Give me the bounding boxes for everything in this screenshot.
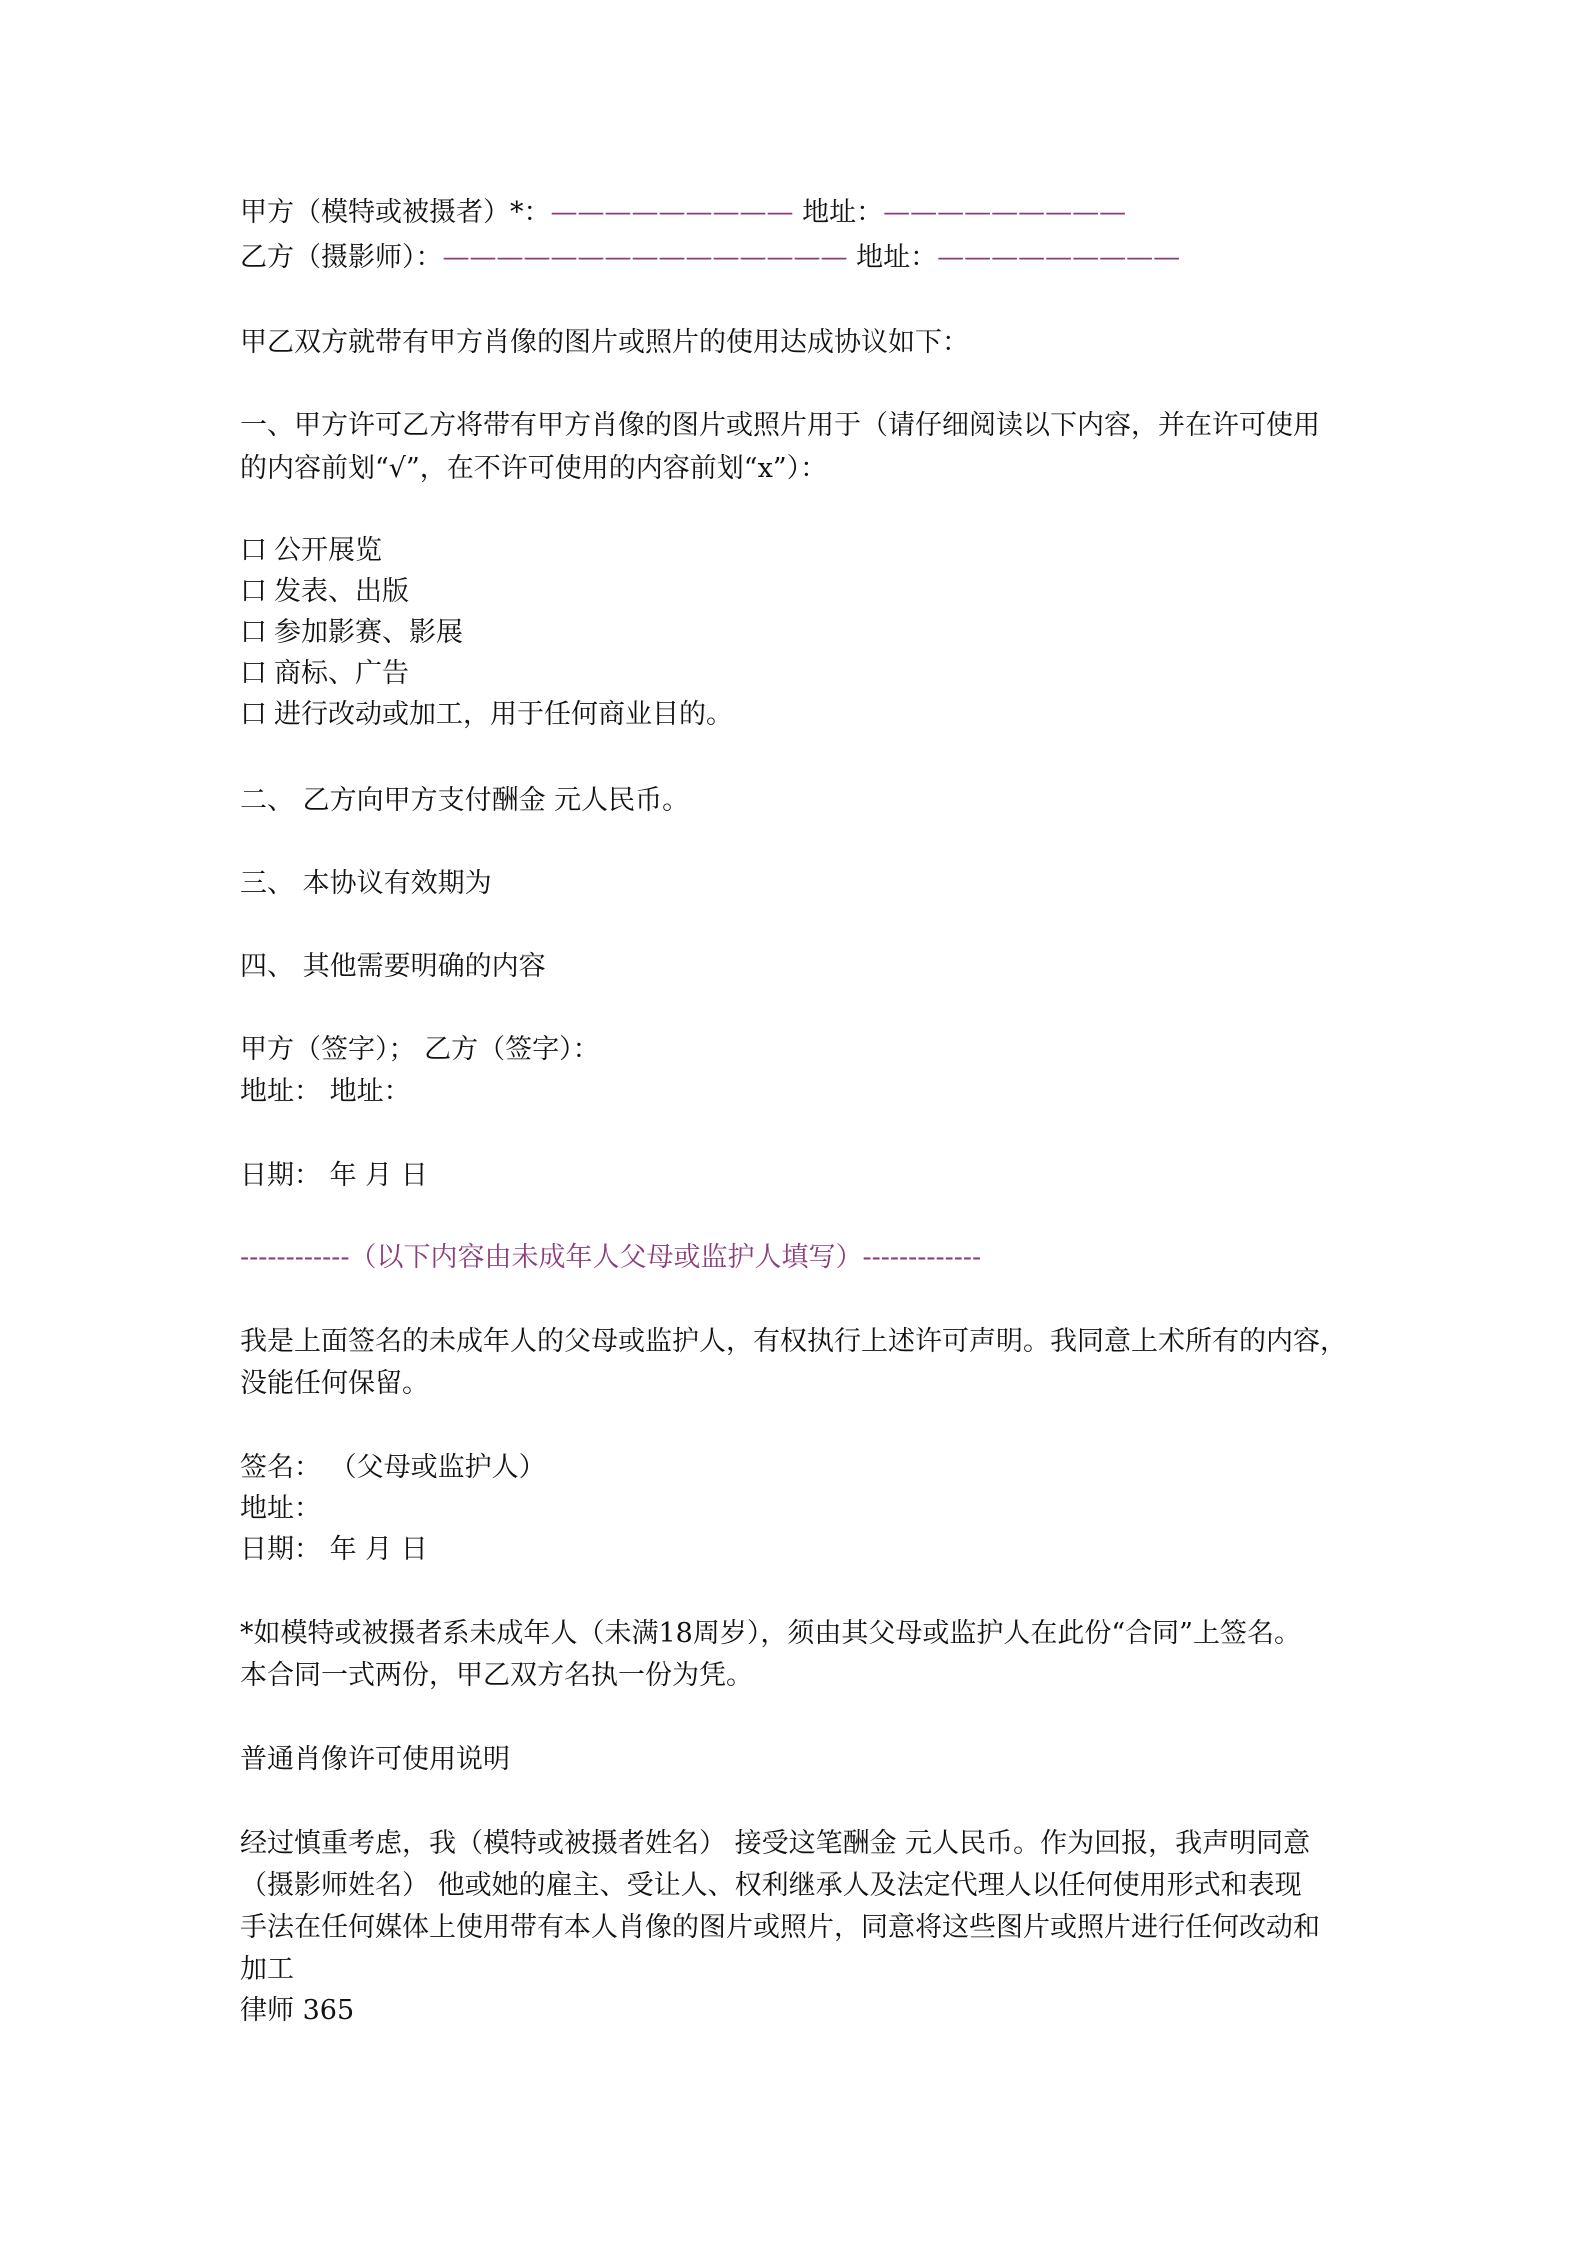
note-line2: 本合同一式两份，甲乙双方名执一份为凭。 [240, 1660, 753, 1691]
guardian-date: 日期： 年 月 日 [240, 1534, 428, 1565]
checkbox-icon[interactable]: 口 [240, 576, 267, 607]
party-a-address-blank: ————————— [883, 197, 1127, 228]
intro-text: 甲乙双方就带有甲方肖像的图片或照片的使用达成协议如下： [240, 327, 969, 358]
signature-date: 日期： 年 月 日 [240, 1160, 428, 1191]
declaration-line3: 手法在任何媒体上使用带有本人肖像的图片或照片，同意将这些图片或照片进行任何改动和 [240, 1912, 1320, 1943]
checkbox-icon[interactable]: 口 [240, 535, 267, 566]
option-label: 进行改动或加工，用于任何商业目的。 [274, 699, 733, 730]
party-b-address-label: 地址： [856, 242, 938, 273]
party-b-line [240, 238, 1180, 278]
signature-parties: 甲方（签字）； 乙方（签字）： [240, 1034, 600, 1065]
option-item[interactable] [240, 695, 733, 735]
party-a-name-blank: ————————— [550, 197, 794, 228]
note-line1: *如模特或被摄者系未成年人（未满18周岁），须由其父母或监护人在此份“合同”上签名。 [240, 1618, 1301, 1649]
signature-address: 地址： 地址： [240, 1076, 411, 1107]
option-label: 公开展览 [274, 535, 382, 566]
party-b-label: 乙方（摄影师）： [240, 242, 443, 273]
option-label: 商标、广告 [274, 658, 409, 689]
checkbox-icon[interactable]: 口 [240, 658, 267, 689]
party-a-label: 甲方（模特或被摄者）*： [240, 197, 551, 228]
clause1-line1: 一、甲方许可乙方将带有甲方肖像的图片或照片用于（请仔细阅读以下内容，并在许可使用 [240, 410, 1320, 441]
guardian-address: 地址： [240, 1493, 321, 1524]
option-item[interactable] [240, 572, 409, 612]
clause3-text: 三、 本协议有效期为 [240, 868, 492, 899]
footer-text: 律师 365 [240, 1995, 355, 2026]
checkbox-icon[interactable]: 口 [240, 617, 267, 648]
party-a-line [240, 193, 1126, 233]
option-label: 发表、出版 [274, 576, 409, 607]
party-b-name-blank: ——————————————— [442, 242, 848, 273]
party-b-address-blank: ————————— [937, 242, 1181, 273]
clause1-line2: 的内容前划“√”，在不许可使用的内容前划“x”）： [240, 453, 828, 484]
clause4-text: 四、 其他需要明确的内容 [240, 951, 546, 982]
declaration-line2: （摄影师姓名） 他或她的雇主、受让人、权利继承人及法定代理人以任何使用形式和表现 [240, 1870, 1302, 1901]
guardian-separator: ------------（以下内容由未成年人父母或监护人填写）------------- [240, 1242, 982, 1273]
guardian-sign: 签名： （父母或监护人） [240, 1452, 546, 1483]
party-a-address-label: 地址： [802, 197, 884, 228]
guardian-statement-line1: 我是上面签名的未成年人的父母或监护人，有权执行上述许可声明。我同意上术所有的内容， [240, 1326, 1347, 1357]
option-item[interactable] [240, 613, 463, 653]
clause2-text: 二、 乙方向甲方支付酬金 元人民币。 [240, 785, 690, 816]
option-item[interactable] [240, 531, 382, 571]
section-title: 普通肖像许可使用说明 [240, 1744, 510, 1775]
declaration-line4: 加工 [240, 1954, 294, 1985]
checkbox-icon[interactable]: 口 [240, 699, 267, 730]
declaration-line1: 经过慎重考虑，我（模特或被摄者姓名） 接受这笔酬金 元人民币。作为回报，我声明同意 [240, 1828, 1311, 1859]
guardian-statement-line2: 没能任何保留。 [240, 1368, 429, 1399]
option-label: 参加影赛、影展 [274, 617, 463, 648]
option-item[interactable] [240, 654, 409, 694]
